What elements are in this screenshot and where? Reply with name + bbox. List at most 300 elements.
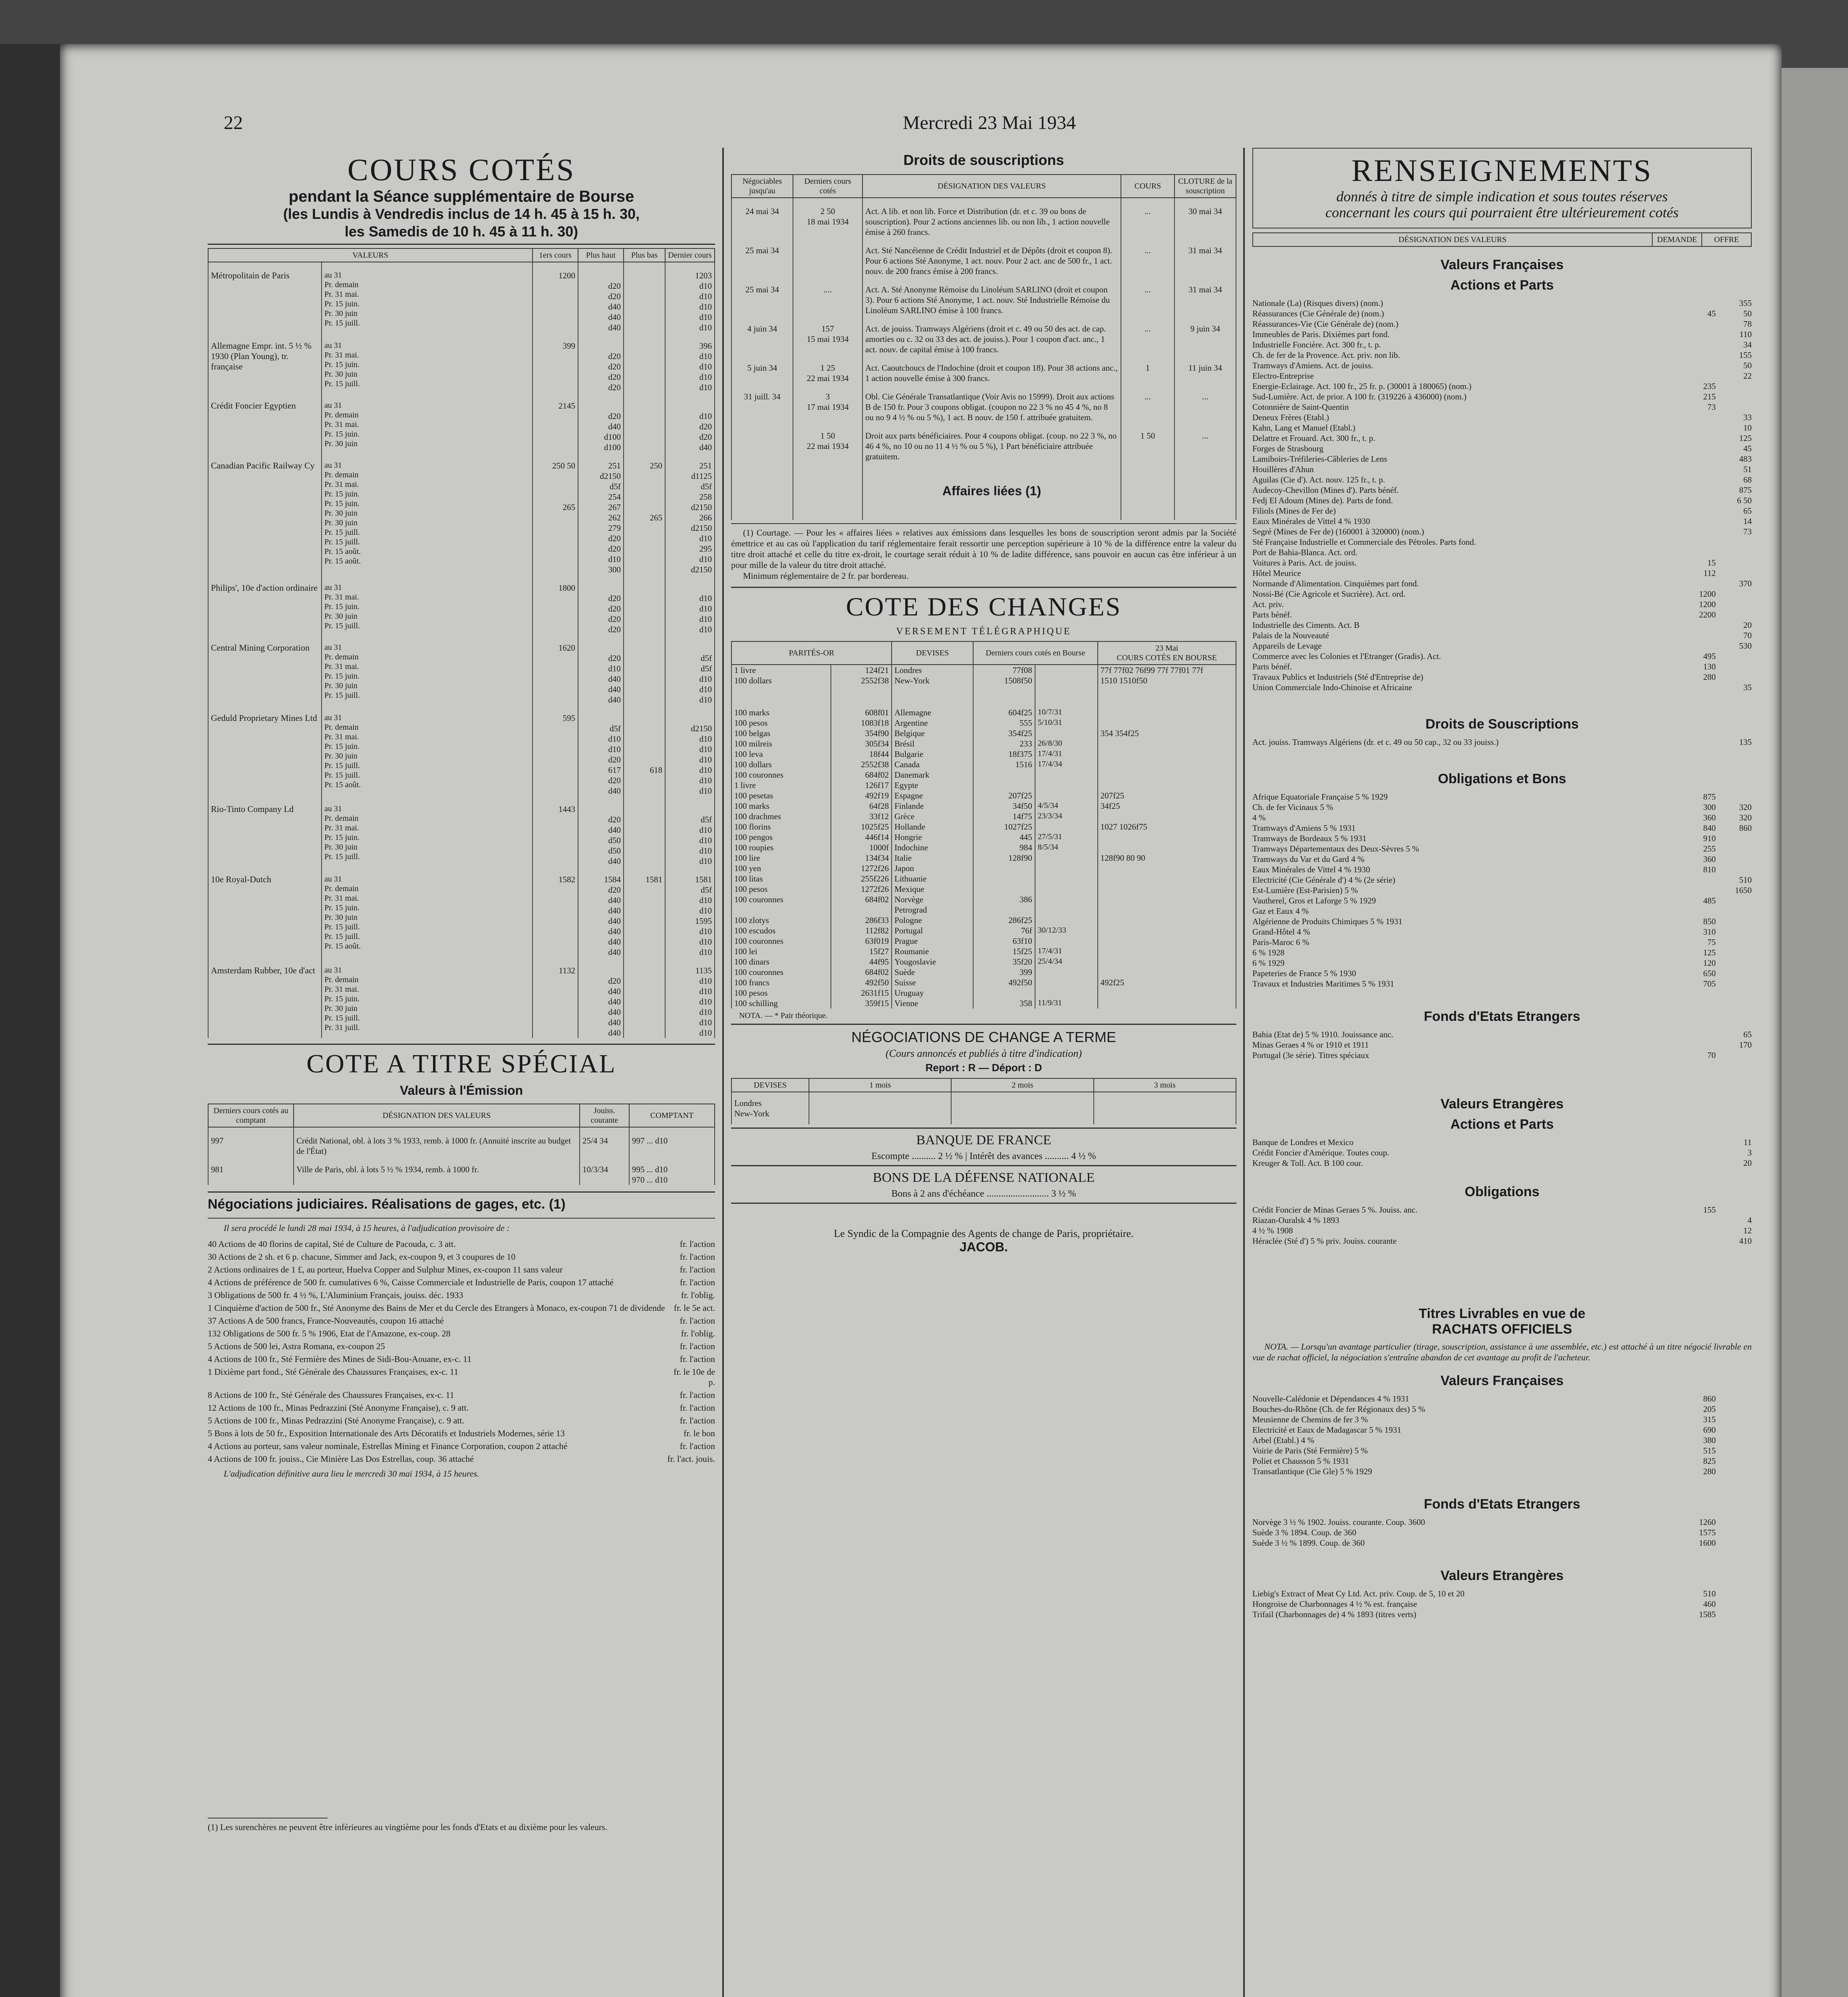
table-row — [208, 1127, 715, 1156]
cell-low: 618 — [624, 705, 665, 796]
list-item — [208, 1367, 715, 1388]
item-demande: 510 — [1703, 1589, 1716, 1598]
cell-parite: 100 dollars — [731, 759, 831, 770]
item-offre — [1716, 1517, 1752, 1527]
item-offre — [1716, 864, 1752, 875]
item-label: Energie-Eclairage. Act. 100 fr., 25 fr. p. (30001 à 180065) (nom.) — [1252, 381, 1472, 391]
list-item — [1252, 516, 1752, 526]
page-date: Mercredi 23 Mai 1934 — [903, 112, 1076, 133]
rule — [208, 1191, 715, 1193]
cell-cours — [1098, 905, 1236, 915]
item-offre — [1716, 1404, 1752, 1414]
cell-or: 684f02 — [831, 967, 892, 977]
cell-cours-cotes — [793, 237, 862, 276]
item-offre — [1716, 609, 1752, 620]
cell-parite: 100 roupies — [731, 842, 831, 853]
cell-dernier — [973, 863, 1035, 873]
list-item — [1252, 1137, 1752, 1147]
table-row — [731, 276, 1236, 316]
cell-cours: 997 — [208, 1127, 294, 1156]
left-column — [208, 148, 715, 1832]
item-label: Normande d'Alimentation. Cinquièmes part fond. — [1252, 579, 1419, 588]
cell-or: 354f90 — [831, 728, 892, 738]
list-item — [1252, 979, 1752, 989]
item-demande: 155 — [1703, 1205, 1716, 1215]
cell-date — [1035, 967, 1098, 977]
rule — [731, 523, 1236, 524]
table-row — [731, 675, 1236, 707]
cell-or: 44f95 — [831, 957, 892, 967]
item-label: Kahn, Lang et Manuel (Etabl.) — [1252, 423, 1355, 433]
item-text: 1 Cinquième d'action de 500 fr., Sté Anonyme des Bains de Mer et du Cercle des Etrangers à Monaco, ex-coupon 71 de dividende — [208, 1303, 665, 1313]
cell-last: d5f d5f d10 d10 d10 — [665, 635, 715, 705]
cell-date: 5/10/31 — [1035, 718, 1098, 728]
cell-cours — [1098, 915, 1236, 925]
cell-devise: Finlande — [892, 801, 973, 811]
item-text: 132 Obligations de 500 fr. 5 % 1906, Etat de l'Amazone, ex-coup. 28 — [208, 1328, 451, 1338]
list-item — [1252, 1215, 1752, 1225]
cell-high: d20 d40 d100 d100 — [578, 393, 624, 453]
col-header-designation: DÉSIGNATION DES VALEURS — [862, 175, 1121, 198]
valeurs-etrangeres-2-list — [1252, 1588, 1752, 1620]
table-row — [731, 316, 1236, 355]
cours-cotes-body — [208, 262, 715, 1038]
item-label: Act. priv. — [1252, 599, 1284, 609]
banque-france-title: BANQUE DE FRANCE — [916, 1133, 1051, 1147]
cell-date — [1035, 822, 1098, 832]
cell-low — [624, 393, 665, 453]
cell-devise: Bulgarie — [892, 749, 973, 759]
cell-jusqu: 31 juill. 34 — [731, 383, 793, 423]
item-label: Gaz et Eaux 4 % — [1252, 906, 1309, 916]
item-demande: 130 — [1703, 662, 1716, 671]
cell-dernier: 18f375 — [973, 749, 1035, 759]
list-item — [1252, 298, 1752, 308]
item-label: Réassurances-Vie (Cie Générale de) (nom.) — [1252, 319, 1399, 329]
item-demande — [1680, 547, 1716, 558]
item-offre — [1716, 854, 1752, 864]
list-item — [1252, 360, 1752, 371]
fonds-list — [1252, 1029, 1752, 1060]
droits-souscriptions-title: Droits de souscriptions — [903, 152, 1064, 168]
cell-cours: ... — [1121, 237, 1174, 276]
table-row — [208, 393, 715, 453]
cell-date — [1035, 988, 1098, 998]
cell-designation: Act. A. Sté Anonyme Rémoise du Linoléum SARLINO (droit et coupon 3). Pour 6 actions Sté Anonyme, 1 act. nouv. Sté Industrielle Rémoise du Linoléum SARLINO émise à 100 francs. — [862, 276, 1121, 316]
item-label: Crédit Foncier d'Amérique. Toutes coup. — [1252, 1148, 1389, 1157]
cell-parite: 100 lire — [731, 853, 831, 863]
item-offre: 6 50 — [1737, 496, 1752, 505]
cell-last: 251 d1125 d5f 258 d2150 266 d2150 d10 295 d10 d2150 — [665, 453, 715, 575]
cell-terms: au 31 Pr. demain Pr. 31 mai. Pr. 15 juin. Pr. 30 juin Pr. 15 juill. Pr. 15 juill. Pr. 15 août. — [322, 866, 533, 957]
cell-parite: 100 francs — [731, 977, 831, 988]
table-row — [731, 423, 1236, 462]
cell-designation: Act. Caoutchoucs de l'Indochine (droit et coupon 18). Pour 38 actions anc., 1 action nouvelle émise à 300 francs. — [862, 355, 1121, 383]
cell-or: 1083f18 — [831, 718, 892, 728]
cell-cours-cotes: 1 25 22 mai 1934 — [793, 355, 862, 383]
cell-jusqu — [731, 423, 793, 462]
list-item — [208, 1341, 715, 1352]
rule — [208, 1044, 715, 1045]
rule — [731, 1203, 1236, 1204]
item-label: Delattre et Frouard. Act. 300 fr., t. p. — [1252, 433, 1375, 443]
item-offre — [1716, 895, 1752, 906]
item-demande: 125 — [1703, 948, 1716, 957]
titres-livrables-heading-1: Titres Livrables en vue de — [1419, 1306, 1586, 1321]
cell-cloture: ... — [1174, 383, 1236, 423]
cell-jusqu: 25 mai 34 — [731, 237, 793, 276]
cell-cours — [1098, 946, 1236, 957]
cell-devise: Suède — [892, 967, 973, 977]
cell-high: 1584 d20 d40 d40 d40 d40 d40 d40 — [578, 866, 624, 957]
cell-comptant: 997 ... d10 — [629, 1127, 715, 1156]
table-row — [731, 894, 1236, 905]
item-unit: fr. l'action — [680, 1252, 715, 1262]
cell-cours: 207f25 — [1098, 790, 1236, 801]
cell-cours: 34f25 — [1098, 801, 1236, 811]
cell-dernier: 984 — [973, 842, 1035, 853]
item-offre — [1716, 1445, 1752, 1456]
change-terme-legend: Report : R — Déport : D — [925, 1062, 1042, 1074]
table-row — [208, 1156, 715, 1185]
col-header-cours: COURS — [1121, 175, 1174, 198]
cell-parite: 100 belgas — [731, 728, 831, 738]
item-demande: 850 — [1703, 917, 1716, 926]
cell-first: 1132 — [533, 957, 578, 1038]
item-unit: fr. l'action — [680, 1265, 715, 1274]
right-column — [1252, 148, 1752, 1620]
list-item — [1252, 661, 1752, 672]
cell-date — [1035, 863, 1098, 873]
cell-devise: Indochine — [892, 842, 973, 853]
cote-titre-special-table — [208, 1104, 715, 1185]
renseignements-subtitle-1: donnés à titre de simple indication et sous toutes réserves — [1336, 189, 1668, 204]
item-label: Tramways du Var et du Gard 4 % — [1252, 854, 1365, 864]
negociations-intro: Il sera procédé le lundi 28 mai 1934, à 15 heures, à l'adjudication provisoire de : — [224, 1223, 510, 1233]
item-offre: 510 — [1739, 875, 1752, 885]
cell-or: 1272f26 — [831, 884, 892, 894]
cell-designation: Ville de Paris, obl. à lots 5 ½ % 1934, remb. à 1000 fr. — [294, 1156, 580, 1185]
item-demande: 300 — [1703, 802, 1716, 812]
cell-cloture: 9 juin 34 — [1174, 316, 1236, 355]
item-demande — [1680, 1040, 1716, 1050]
cell-devise: Egypte — [892, 780, 973, 790]
cell-cours — [1098, 707, 1236, 718]
cell-or: 2552f38 — [831, 759, 892, 770]
item-demande — [1680, 454, 1716, 464]
list-item — [1252, 381, 1752, 391]
item-offre — [1716, 651, 1752, 661]
table-row — [208, 796, 715, 866]
item-demande: 360 — [1703, 854, 1716, 864]
col-header-jouissance: Jouiss. courante — [580, 1104, 629, 1127]
cell-devise: Yougoslavie — [892, 957, 973, 967]
cell-terms: au 31 Pr. demain Pr. 31 mai. Pr. 15 juin. Pr. 30 juin — [322, 393, 533, 453]
cell-date: 27/5/31 — [1035, 832, 1098, 842]
item-unit: fr. l'action — [680, 1316, 715, 1326]
cell-cours — [1098, 988, 1236, 998]
cell-or: 1025f25 — [831, 822, 892, 832]
list-item — [1252, 833, 1752, 844]
cell-or: 134f34 — [831, 853, 892, 863]
cell-cours — [1098, 884, 1236, 894]
cell-cloture: 31 mai 34 — [1174, 237, 1236, 276]
cell-dernier: 492f50 — [973, 977, 1035, 988]
cell-parite: 100 dinars — [731, 957, 831, 967]
item-text: 4 Actions de préférence de 500 fr. cumulatives 6 %, Caisse Commerciale et Industrielle de Paris, coupon 17 attaché — [208, 1277, 614, 1287]
item-demande: 705 — [1703, 979, 1716, 989]
cell-cours: ... — [1121, 198, 1174, 237]
item-demande — [1680, 1236, 1716, 1246]
cell-devise: Suisse — [892, 977, 973, 988]
item-label: 4 % — [1252, 813, 1266, 822]
item-demande — [1680, 537, 1716, 547]
table-row — [731, 977, 1236, 988]
table-row — [731, 905, 1236, 915]
item-text: 30 Actions de 2 sh. et 6 p. chacune, Simmer and Jack, ex-coupon 9, et 3 coupures de 10 — [208, 1252, 516, 1262]
col-header-devises: DEVISES — [892, 641, 973, 665]
item-label: Cotonnière de Saint-Quentin — [1252, 402, 1349, 412]
table-row — [731, 915, 1236, 925]
item-label: Parts bénéf. — [1252, 610, 1292, 619]
cell-or: 255f226 — [831, 873, 892, 884]
list-item — [1252, 350, 1752, 360]
item-label: Audecoy-Chevillon (Mines d'). Parts bénéf. — [1252, 485, 1399, 495]
cell-parite: 100 pesos — [731, 884, 831, 894]
cell-dernier: 14f75 — [973, 811, 1035, 822]
list-item — [1252, 319, 1752, 329]
cote-changes-table — [731, 641, 1236, 1008]
cell-cours: 77f 77f02 76f99 77f 77f01 77f — [1098, 665, 1236, 675]
item-unit: fr. le 10e de p. — [674, 1367, 715, 1387]
list-item — [1252, 792, 1752, 802]
cell-dernier: 77f08 — [973, 665, 1035, 675]
table-row — [731, 738, 1236, 749]
list-item — [1252, 1466, 1752, 1477]
item-demande: 1200 — [1699, 589, 1716, 599]
rule — [731, 1024, 1236, 1025]
table-row — [731, 822, 1236, 832]
item-label: Est-Lumière (Est-Parisien) 5 % — [1252, 885, 1358, 895]
fonds-etrangers-2-heading: Fonds d'Etats Etrangers — [1424, 1497, 1580, 1512]
list-item — [1252, 485, 1752, 495]
item-label: Sud-Lumière. Act. de prior. A 100 fr. (319226 à 436000) (nom.) — [1252, 392, 1467, 401]
col-header-cours-cotes — [1098, 641, 1236, 665]
item-label: Lamiboirs-Tréfileries-Câbleries de Lens — [1252, 454, 1387, 464]
item-demande: 860 — [1703, 1394, 1716, 1403]
table-row — [208, 262, 715, 333]
item-offre: 65 — [1743, 506, 1752, 516]
item-label: Fedj El Adoum (Mines de). Parts de fond. — [1252, 496, 1393, 505]
item-demande: 515 — [1703, 1446, 1716, 1455]
item-label: Réassurances (Cie Générale de) (nom.) — [1252, 309, 1384, 318]
cell-parite: 1 livre — [731, 780, 831, 790]
cell-or: 286f33 — [831, 915, 892, 925]
cell-devise: New-York — [731, 1108, 809, 1124]
item-label: Nationale (La) (Risques divers) (nom.) — [1252, 298, 1383, 308]
cell-date: 25/4/34 — [1035, 957, 1098, 967]
cell-cours-cotes: 157 15 mai 1934 — [793, 316, 862, 355]
item-offre: 320 — [1739, 813, 1752, 822]
list-item — [1252, 495, 1752, 506]
cell-parite: 100 pesos — [731, 988, 831, 998]
cell-or: 124f21 — [831, 665, 892, 675]
item-label: Port de Bahia-Blanca. Act. ord. — [1252, 548, 1358, 557]
renseignements-title: RENSEIGNEMENTS — [1351, 153, 1653, 188]
list-item — [1252, 1445, 1752, 1456]
item-demande — [1680, 737, 1716, 747]
cell-cours — [1098, 957, 1236, 967]
cell-date — [1035, 770, 1098, 780]
item-label: Appareils de Levage — [1252, 641, 1322, 651]
item-label: Héraclée (Sté d') 5 % priv. Jouiss. courante — [1252, 1236, 1397, 1246]
rule — [208, 1218, 715, 1219]
item-offre — [1716, 558, 1752, 568]
item-demande: 650 — [1703, 969, 1716, 978]
list-item — [208, 1239, 715, 1249]
item-text: 12 Actions de 100 fr., Minas Pedrazzini (Sté Anonyme Française), c. 9 att. — [208, 1403, 469, 1413]
item-label: Segré (Mines de Fer de) (160001 à 320000) (nom.) — [1252, 527, 1424, 536]
cell-date — [1035, 675, 1098, 707]
item-offre — [1716, 1527, 1752, 1538]
item-unit: fr. l'action — [680, 1354, 715, 1364]
cell-high: d20 d20 d40 d40 d40 — [578, 262, 624, 333]
cell-parite: 100 pengos — [731, 832, 831, 842]
item-demande: 112 — [1703, 568, 1716, 578]
book-gutter — [0, 44, 60, 1997]
list-item — [1252, 1609, 1752, 1620]
table-row — [731, 925, 1236, 936]
item-demande: 380 — [1703, 1435, 1716, 1445]
cell-date: 4/5/34 — [1035, 801, 1098, 811]
col-header-derniers-cours: Derniers cours cotés — [793, 175, 862, 198]
cell-or: 112f82 — [831, 925, 892, 936]
cell-cours — [1098, 718, 1236, 728]
cell-low — [624, 575, 665, 635]
cell-first: 1800 — [533, 575, 578, 635]
cell-dernier: 1516 — [973, 759, 1035, 770]
list-item — [208, 1390, 715, 1400]
bons-defense-rate: Bons à 2 ans d'échéance .......................... 3 ½ % — [891, 1189, 1076, 1199]
list-item — [1252, 672, 1752, 682]
item-offre — [1716, 1050, 1752, 1060]
item-offre — [1716, 661, 1752, 672]
item-label: Tramways Départementaux des Deux-Sèvres 5 % — [1252, 844, 1419, 854]
cell-first: 1443 — [533, 796, 578, 866]
cell-terms: au 31 Pr. demain Pr. 31 mai. Pr. 15 juin. Pr. 15 juin. Pr. 30 juin Pr. 30 juin Pr. 15 juill. Pr. 15 juill. Pr. 15 août. Pr. 15 août. — [322, 453, 533, 575]
list-item — [1252, 844, 1752, 854]
item-demande — [1680, 630, 1716, 641]
item-demande: 45 — [1707, 309, 1716, 318]
list-item — [1252, 443, 1752, 454]
cell-dernier: 358 — [973, 998, 1035, 1008]
cell-devise: Petrograd — [892, 905, 973, 915]
item-offre — [1716, 672, 1752, 682]
next-page-edge — [1782, 68, 1848, 1997]
list-item — [1252, 1205, 1752, 1215]
table-row — [731, 759, 1236, 770]
table-row — [731, 811, 1236, 822]
cell-devise: Allemagne — [892, 707, 973, 718]
list-item — [1252, 402, 1752, 412]
cell-valeur-name: Philips', 10e d'action ordinaire — [208, 575, 322, 635]
item-text: 4 Actions de 100 fr., Sté Fermière des Mines de Sidi-Bou-Aouane, ex-c. 11 — [208, 1354, 472, 1364]
obligations-bons-heading: Obligations et Bons — [1438, 771, 1566, 786]
item-demande — [1680, 1147, 1716, 1158]
table-row — [208, 705, 715, 796]
changes-nota: NOTA. — * Pair théorique. — [739, 1011, 828, 1020]
cell-parite — [731, 905, 831, 915]
table-row — [731, 1092, 1236, 1108]
cell-dernier: 1508f50 — [973, 675, 1035, 707]
cell-devise: Portugal — [892, 925, 973, 936]
cell-or: 33f12 — [831, 811, 892, 822]
table-row — [731, 957, 1236, 967]
syndic-line: Le Syndic de la Compagnie des Agents de change de Paris, propriétaire. — [834, 1228, 1134, 1239]
col-header-negociables: Négociables jusqu'au — [731, 175, 793, 198]
cell-last: d10 d20 d20 d40 — [665, 393, 715, 453]
cours-cotes-title: COURS COTÉS — [347, 152, 576, 187]
cell-designation: Act. de jouiss. Tramways Algériens (droit et c. 49 ou 50 des act. de cap. amorties ou c. 32 ou 33 des act. de jouiss.). Pour 1 coupon d'act. anc., 1 act. nouv. de capital émise à 100 francs. — [862, 316, 1121, 355]
cell-cours — [1098, 936, 1236, 946]
cell-date — [1035, 884, 1098, 894]
list-item — [1252, 599, 1752, 609]
table-row — [731, 1108, 1236, 1124]
cell-or: 64f28 — [831, 801, 892, 811]
item-text: 8 Actions de 100 fr., Sté Générale des Chaussures Françaises, ex-c. 11 — [208, 1390, 454, 1400]
cell-dernier: 35f20 — [973, 957, 1035, 967]
cell-low: 250 265 — [624, 453, 665, 575]
table-row — [731, 832, 1236, 842]
list-item — [1252, 630, 1752, 641]
col-header-cloture: CLOTURE de la souscription — [1174, 175, 1236, 198]
list-item — [1252, 1414, 1752, 1425]
item-text: 5 Actions de 500 lei, Astra Romana, ex-coupon 25 — [208, 1341, 385, 1351]
list-item — [1252, 537, 1752, 547]
item-offre — [1716, 958, 1752, 968]
item-offre — [1716, 537, 1752, 547]
cell-cours — [1098, 967, 1236, 977]
item-offre: 3 — [1747, 1148, 1752, 1157]
item-demande — [1680, 485, 1716, 495]
cell-dernier: 399 — [973, 967, 1035, 977]
item-demande — [1680, 578, 1716, 589]
cell-cours: ... — [1121, 276, 1174, 316]
cell-valeur-name: Central Mining Corporation — [208, 635, 322, 705]
list-item — [1252, 308, 1752, 319]
item-label: Minas Geraes 4 % or 1910 et 1911 — [1252, 1040, 1369, 1050]
cell-devise: Brésil — [892, 738, 973, 749]
cell-devise: Hongrie — [892, 832, 973, 842]
cell-or: 126f17 — [831, 780, 892, 790]
item-offre — [1716, 1414, 1752, 1425]
table-row — [731, 718, 1236, 728]
item-offre: 170 — [1739, 1040, 1752, 1050]
item-demande: 1575 — [1699, 1528, 1716, 1537]
cell-cours — [1098, 832, 1236, 842]
cell-parite: 100 schilling — [731, 998, 831, 1008]
cell-date: 30/12/33 — [1035, 925, 1098, 936]
cell-valeur-name: Crédit Foncier Egyptien — [208, 393, 322, 453]
cell-parite: 100 litas — [731, 873, 831, 884]
table-row — [731, 967, 1236, 977]
cell-terms: au 31 Pr. 31 mai. Pr. 15 juin. Pr. 30 juin Pr. 15 juill. — [322, 575, 533, 635]
list-item — [208, 1303, 715, 1313]
item-offre: 50 — [1743, 361, 1752, 370]
obligations-heading: Obligations — [1464, 1184, 1540, 1199]
cell-low — [624, 796, 665, 866]
table-row — [731, 998, 1236, 1008]
